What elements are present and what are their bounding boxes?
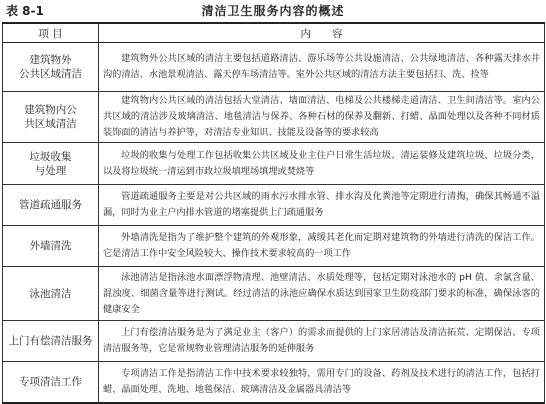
table-row xyxy=(3,226,545,267)
row-content: 建筑物内公共区域的清洁包括大堂清洁、墙面清洁、电梯及公共楼梯走道清洁、卫生间清洁等。室内公共区域的清洁涉及玻璃清洁、地毯清洁与保养、各种石材的保养及翻新、打蜡、晶面处理以及各种不同材质装饰面的清洁与养护等，对清洁专业知识、技能及设备等的要求较高 xyxy=(99,92,545,143)
row-content: 垃圾的收集与处理工作包括收集公共区域及业主住户日常生活垃圾、清运装修及建筑垃圾、垃圾分类，以及将垃圾统一清运到市政垃圾填埋场填埋或焚烧等 xyxy=(99,143,545,185)
table-row xyxy=(3,143,545,185)
table-row xyxy=(3,92,545,143)
row-content: 建筑物外公共区域的清洁主要包括道路清洁、游乐场等公共设施清洁、公共绿地清洁、各种露天排水井沟的清洁、水池景观清洁、露天停车场清洁等。室外公共区域的清洁方法主要包括扫、洗、捡等 xyxy=(99,43,545,92)
table-row xyxy=(3,267,545,321)
row-content: 外墙清洗是指为了维护整个建筑的外观形象，减缓其老化而定期对建筑物的外墙进行清洗的保洁工作。它是清洁工作中安全风险较大、操作技术要求较高的一项工作 xyxy=(99,226,545,267)
row-item: 专项清洁工作 xyxy=(3,362,99,403)
row-content: 专项清洁工作是指清洁工作中技术要求较独特，需用专门的设备、药剂及技术进行的清洁工作，包括打蜡、晶面处理、洗地、地毯保洁、玻璃清洁及金属器具清洁等 xyxy=(99,362,545,403)
row-content: 泳池清洁是指泳池水面漂浮物清理、池壁清洁、水质处理等，包括定期对泳池水的 pH 值、余氯含量、混浊度、细菌含量等进行测试。经过清洁的泳池应确保水质达到国家卫生防疫部门要求的标准，确保泳客的健康安全 xyxy=(99,267,545,321)
table-caption xyxy=(0,0,546,20)
row-content: 管道疏通服务主要是对公共区域的雨水污水排水管、排水沟及化粪池等定期进行清掏，确保其畅通不溢漏，同时为业主户内排水管道的堵塞提供上门疏通服务 xyxy=(99,185,545,226)
services-table xyxy=(2,22,545,404)
row-content: 上门有偿清洁服务是为了满足业主（客户）的需求而提供的上门家居清洁及清洁拓荒、定期保洁、专项清洁服务等，它是常规物业管理清洁服务的延伸服务 xyxy=(99,321,545,362)
table-row xyxy=(3,185,545,226)
row-item: 建筑物内公 共区域清洁 xyxy=(3,92,99,143)
row-item: 上门有偿清洁服务 xyxy=(3,321,99,362)
table-title: 清洁卫生服务内容的概述 xyxy=(201,4,345,18)
row-item: 建筑物外 公共区域清洁 xyxy=(3,43,99,92)
table-row xyxy=(3,321,545,362)
header-content: 内 容 xyxy=(99,23,545,43)
header-item: 项 目 xyxy=(3,23,99,43)
table-row xyxy=(3,43,545,92)
table-row xyxy=(3,362,545,403)
table-header-row xyxy=(3,23,545,43)
row-item: 垃圾收集 与处理 xyxy=(3,143,99,185)
row-item: 泳池清洁 xyxy=(3,267,99,321)
row-item: 管道疏通服务 xyxy=(3,185,99,226)
row-item: 外墙清洗 xyxy=(3,226,99,267)
table-number: 表 8-1 xyxy=(6,4,44,18)
